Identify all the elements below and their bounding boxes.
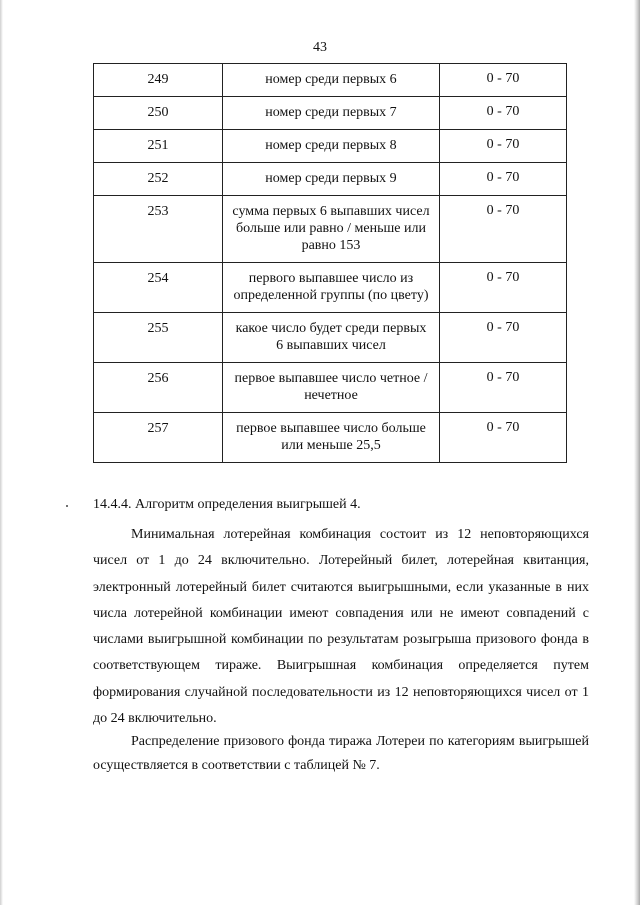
table-row	[94, 97, 567, 130]
row-number-cell: 254	[94, 263, 223, 313]
paragraph-2: Распределение призового фонда тиража Лотереи по категориям выигрышей осуществляется в соответствии с таблицей № 7.	[93, 734, 589, 773]
row-description-cell: номер среди первых 9	[223, 163, 440, 196]
paragraph-1: Минимальная лотерейная комбинация состоит из 12 неповторяющихся чисел от 1 до 24 включительно. Лотерейный билет, лотерейная квитанция, электронный лотерейный билет считаются выигрышными, если указанные в них числа лотерейной комбинации имеют совпадения или не имеют совпадений с числами выигрышной комбинации по результатам розыгрыша призового фонда в соответствующем тираже. Выигрышная комбинация определяется путем формирования случайной последовательности из 12 неповторяющихся чисел от 1 до 24 включительно.	[93, 527, 589, 727]
row-range-cell: 0 - 70	[440, 196, 567, 263]
table-row	[94, 64, 567, 97]
table-row	[94, 313, 567, 363]
row-description-cell: номер среди первых 6	[223, 64, 440, 97]
row-number-cell: 257	[94, 413, 223, 463]
row-number-cell: 249	[94, 64, 223, 97]
page-right-edge	[634, 0, 640, 905]
row-description-cell: первого выпавшее число из определенной группы (по цвету)	[223, 263, 440, 313]
row-range-cell: 0 - 70	[440, 313, 567, 363]
row-description-cell: номер среди первых 7	[223, 97, 440, 130]
row-description-cell: первое выпавшее число больше или меньше 25,5	[223, 413, 440, 463]
row-description-cell: первое выпавшее число четное / нечетное	[223, 363, 440, 413]
row-number-cell: 256	[94, 363, 223, 413]
row-number-cell: 251	[94, 130, 223, 163]
row-range-cell: 0 - 70	[440, 64, 567, 97]
table-row	[94, 363, 567, 413]
lottery-bets-table	[93, 63, 567, 463]
row-range-cell: 0 - 70	[440, 413, 567, 463]
row-range-cell: 0 - 70	[440, 97, 567, 130]
row-number-cell: 252	[94, 163, 223, 196]
section-heading: 14.4.4. Алгоритм определения выигрышей 4.	[93, 497, 361, 512]
table-row	[94, 163, 567, 196]
row-number-cell: 253	[94, 196, 223, 263]
row-description-cell: номер среди первых 8	[223, 130, 440, 163]
row-number-cell: 250	[94, 97, 223, 130]
page-left-edge	[0, 0, 3, 905]
table-row	[94, 263, 567, 313]
table-row	[94, 196, 567, 263]
scan-speck	[66, 505, 68, 507]
page-number: 43	[313, 40, 327, 55]
table-row	[94, 413, 567, 463]
row-description-cell: какое число будет среди первых 6 выпавших чисел	[223, 313, 440, 363]
row-range-cell: 0 - 70	[440, 163, 567, 196]
table-body	[94, 64, 567, 463]
row-description-cell: сумма первых 6 выпавших чисел больше или равно / меньше или равно 153	[223, 196, 440, 263]
row-range-cell: 0 - 70	[440, 363, 567, 413]
table-row	[94, 130, 567, 163]
row-number-cell: 255	[94, 313, 223, 363]
row-range-cell: 0 - 70	[440, 130, 567, 163]
row-range-cell: 0 - 70	[440, 263, 567, 313]
